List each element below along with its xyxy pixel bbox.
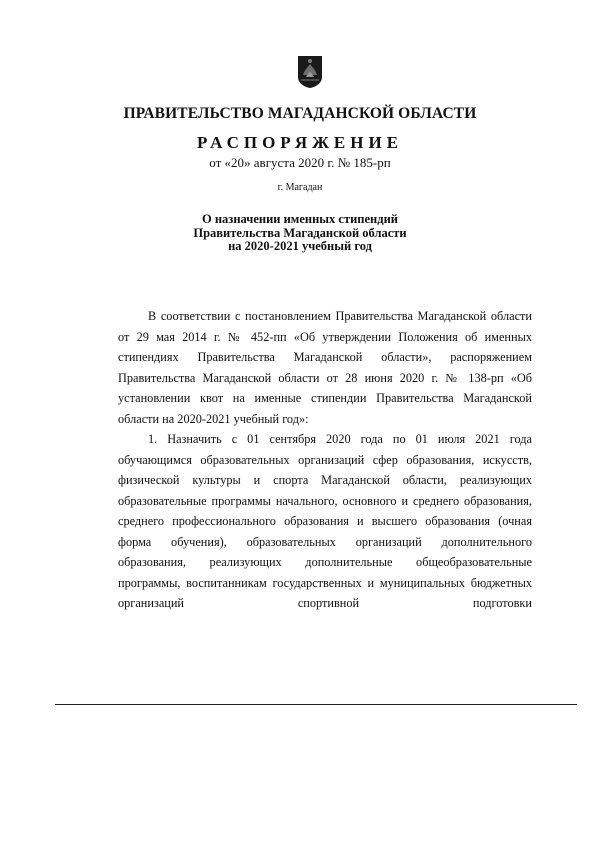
subject-line: на 2020-2021 учебный год — [228, 239, 372, 253]
body-paragraph-item-1: 1. Назначить с 01 сентября 2020 года по 01 июля 2021 года обучающимся образовательных организаций сфер образования, искусств, физической культуры и спорта Магаданской области, реализующих образовательные программы начального, основного и среднего образования, среднего профессионального образования и высшего образования (очная форма обучения), образовательных организаций дополнительного образования, реализующих дополнительные общеобразовательные программы, воспитанникам государственных и муниципальных бюджетных организаций спортивной подготовки — [118, 432, 532, 610]
document-city: г. Магадан — [277, 182, 323, 193]
document-type: РАСПОРЯЖЕНИЕ — [196, 133, 404, 152]
document-date-number: от «20» августа 2020 г. № 185-рп — [209, 155, 391, 170]
document-body — [118, 306, 532, 614]
organization-title: ПРАВИТЕЛЬСТВО МАГАДАНСКОЙ ОБЛАСТИ — [123, 105, 477, 122]
document-subject — [0, 213, 600, 254]
magadan-coat-of-arms-icon — [297, 55, 323, 89]
page-bottom-divider — [55, 704, 577, 705]
subject-line: Правительства Магаданской области — [193, 225, 407, 240]
subject-line: О назначении именных стипендий — [202, 212, 398, 226]
body-paragraph-preamble: В соответствии с постановлением Правительства Магаданской области от 29 мая 2014 г. № 452-пп «Об утверждении Положения об именных стипендиях Правительства Магаданской области», распоряжением Правительства Магаданской области от 28 июня 2020 г. № 138-рп «Об установлении квот на именные стипендии Правительства Магаданской области на 2020-2021 учебный год»: — [118, 309, 532, 426]
